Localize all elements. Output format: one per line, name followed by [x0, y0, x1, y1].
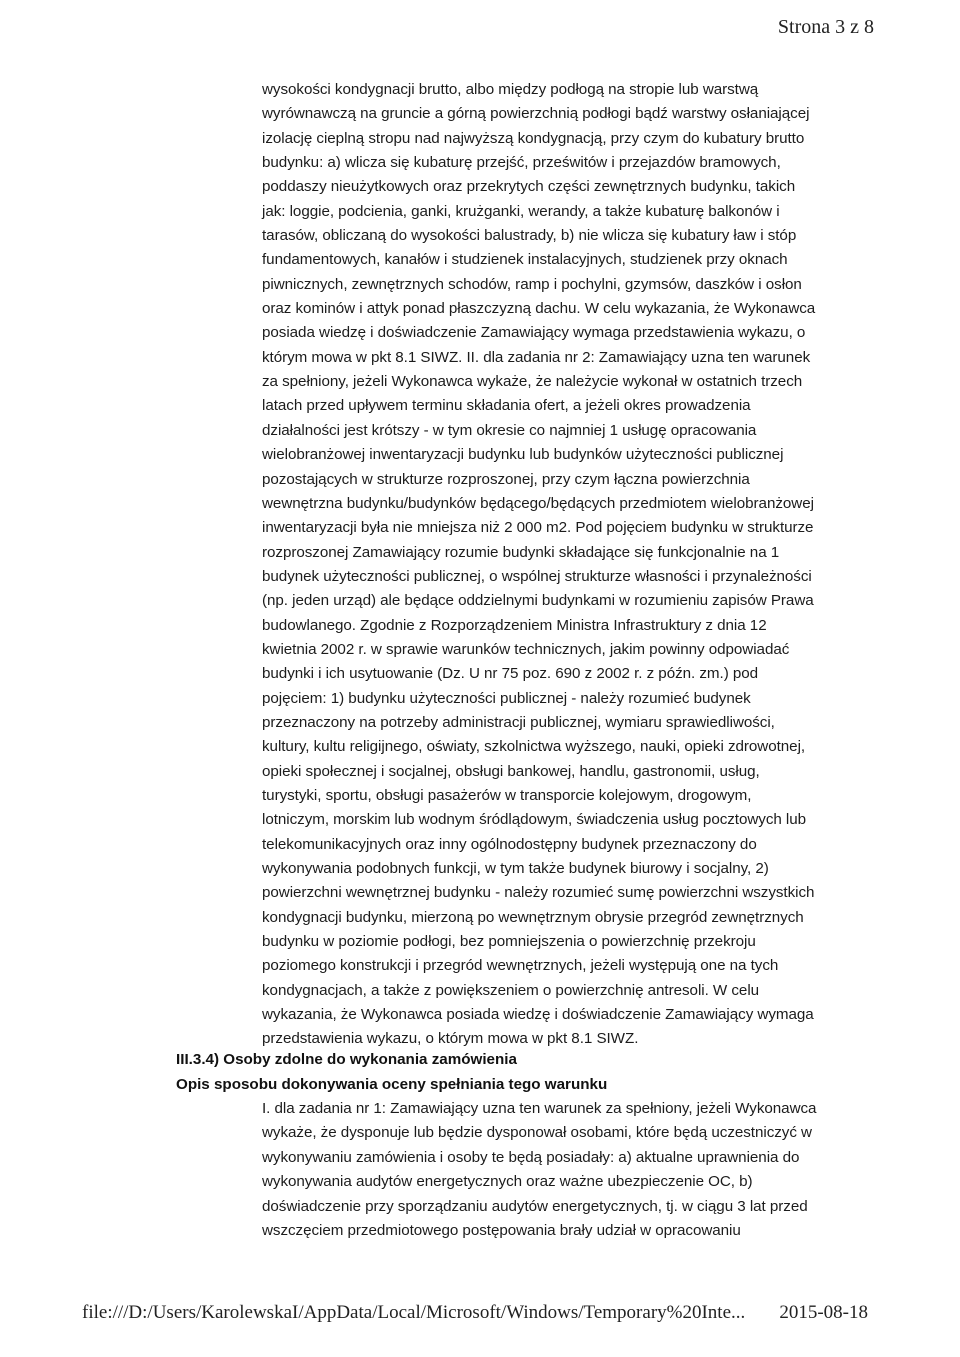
text-line: przedstawienia wykazu, o którym mowa w pkt 8.1 SIWZ.	[262, 1030, 639, 1048]
text-line: oraz kominów i attyk ponad płaszczyzną dachu. W celu wykazania, że Wykonawca	[262, 300, 816, 318]
section-title: III.3.4) Osoby zdolne do wykonania zamówienia	[176, 1051, 517, 1068]
text-line: wyrównawczą na gruncie a górną powierzchnią podłogi bądź warstwy osłaniającej	[262, 105, 810, 123]
text-line: budynek użyteczności publicznej, o wspólnej strukturze własności i przynależności	[262, 567, 812, 585]
text-line: budynku w poziomie podłogi, bez pomniejszenia o powierzchnię przekroju	[262, 933, 756, 951]
text-line: za spełniony, jeżeli Wykonawca wykaże, że należycie wykonał w ostatnich trzech	[262, 373, 803, 391]
text-line: budynki i ich usytuowanie (Dz. U nr 75 poz. 690 z 2002 r. z późn. zm.) pod	[262, 665, 759, 683]
text-line: powierzchni wewnętrznej budynku - należy rozumieć sumę powierzchni wszystkich	[262, 884, 815, 902]
text-line: opieki społecznej i socjalnej, obsługi bankowej, handlu, gastronomii, usług,	[262, 762, 760, 780]
body-paragraph	[262, 78, 872, 1052]
text-line: latach przed upływem terminu składania ofert, a jeżeli okres prowadzenia	[262, 397, 751, 415]
text-line: przeznaczony na potrzeby administracji publicznej, wymiaru sprawiedliwości,	[262, 713, 775, 731]
text-line: I. dla zadania nr 1: Zamawiający uzna ten warunek za spełniony, jeżeli Wykonawca	[262, 1100, 817, 1117]
text-line: doświadczenie przy sporządzaniu audytów energetycznych, tj. w ciągu 3 lat przed	[262, 1197, 808, 1215]
footer-date: 2015-08-18	[779, 1302, 868, 1323]
section-subtitle: Opis sposobu dokonywania oceny spełniania tego warunku	[176, 1076, 608, 1093]
text-line: budynku: a) wlicza się kubaturę przejść, prześwitów i przejazdów bramowych,	[262, 154, 781, 172]
text-line: działalności jest krótszy - w tym okresie co najmniej 1 usługę opracowania	[262, 421, 757, 439]
text-line: telekomunikacyjnych oraz inny ogólnodostępny budynek przeznaczony do	[262, 835, 757, 853]
text-line: wykaże, że dysponuje lub będzie dysponował osobami, które będą uczestniczyć w	[262, 1124, 812, 1142]
text-line: wykonywania podobnych funkcji, w tym także budynek biurowy i socjalny, 2)	[262, 860, 769, 877]
text-line: budowlanego. Zgodnie z Rozporządzeniem Ministra Infrastruktury z dnia 12	[262, 616, 767, 634]
section-paragraph	[262, 1097, 872, 1243]
text-line: wykonywania audytów energetycznych oraz ważne ubezpieczenie OC, b)	[262, 1173, 753, 1191]
text-line: posiada wiedzę i doświadczenie Zamawiający wymaga przedstawienia wykazu, o	[262, 324, 806, 342]
text-line: izolację cieplną stropu nad najwyższą kondygnacją, przy czym do kubatury brutto	[262, 129, 805, 147]
text-line: kondygnacji budynku, mierzoną po wewnętrznym obrysie przegród zewnętrznych	[262, 908, 804, 926]
text-line: wielobranżowej inwentaryzacji budynku lub budynków użyteczności publicznej	[262, 446, 784, 464]
text-line: którym mowa w pkt 8.1 SIWZ. II. dla zadania nr 2: Zamawiający uzna ten warunek	[262, 348, 811, 366]
text-line: kwietnia 2002 r. w sprawie warunków technicznych, jakim powinny odpowiadać	[262, 640, 790, 658]
text-line: turystyki, sportu, obsługi pasażerów w transporcie kolejowym, drogowym,	[262, 786, 752, 804]
text-line: lotniczym, morskim lub wodnym śródlądowym, świadczenia usług pocztowych lub	[262, 811, 807, 829]
text-line: wykazania, że Wykonawca posiada wiedzę i doświadczenie Zamawiający wymaga	[262, 1006, 814, 1024]
page-number: Strona 3 z 8	[777, 16, 874, 38]
text-line: kultury, kultu religijnego, oświaty, szkolnictwa wyższego, nauki, opieki zdrowotnej,	[262, 738, 806, 756]
footer-path: file:///D:/Users/KarolewskaI/AppData/Local/Microsoft/Windows/Temporary%20Inte...	[82, 1302, 746, 1323]
text-line: wysokości kondygnacji brutto, albo między podłogą na stropie lub warstwą	[262, 81, 759, 98]
text-line: wewnętrzna budynku/budynków będącego/będących przedmiotem wielobranżowej	[262, 494, 814, 512]
text-line: rozproszonej Zamawiający rozumie budynki składające się funkcjonalnie na 1	[262, 543, 780, 561]
text-line: pozostających w strukturze rozproszonej, przy czym łączna powierzchnia	[262, 470, 750, 488]
footer	[82, 1302, 868, 1324]
text-line: (np. jeden urząd) ale będące oddzielnymi budynkami w rozumieniu zapisów Prawa	[262, 592, 814, 610]
text-line: piwnicznych, zewnętrznych schodów, ramp i pochylni, gzymsów, daszków i osłon	[262, 275, 802, 293]
text-line: poddaszy nieużytkowych oraz przekrytych części zewnętrznych budynku, takich	[262, 178, 796, 196]
text-line: tarasów, obliczaną do wysokości balustrady, b) nie wlicza się kubatury ław i stóp	[262, 227, 797, 245]
text-line: inwentaryzacji była nie mniejsza niż 2 000 m2. Pod pojęciem budynku w strukturze	[262, 519, 814, 537]
text-line: poziomego konstrukcji i przegród wewnętrznych, jeżeli występują one na tych	[262, 957, 779, 975]
text-line: jak: loggie, podcienia, ganki, krużganki, werandy, a także kubaturę balkonów i	[262, 202, 780, 220]
text-line: wszczęciem przedmiotowego postępowania brały udział w opracowaniu	[262, 1222, 741, 1240]
text-line: pojęciem: 1) budynku użyteczności publicznej - należy rozumieć budynek	[262, 689, 751, 707]
text-line: fundamentowych, kanałów i studzienek instalacyjnych, studzienek przy oknach	[262, 251, 788, 269]
text-line: kondygnacjach, a także z powiększeniem o powierzchnię antresoli. W celu	[262, 981, 760, 999]
text-line: wykonywaniu zamówienia i osoby te będą posiadały: a) aktualne uprawnienia do	[262, 1148, 800, 1166]
